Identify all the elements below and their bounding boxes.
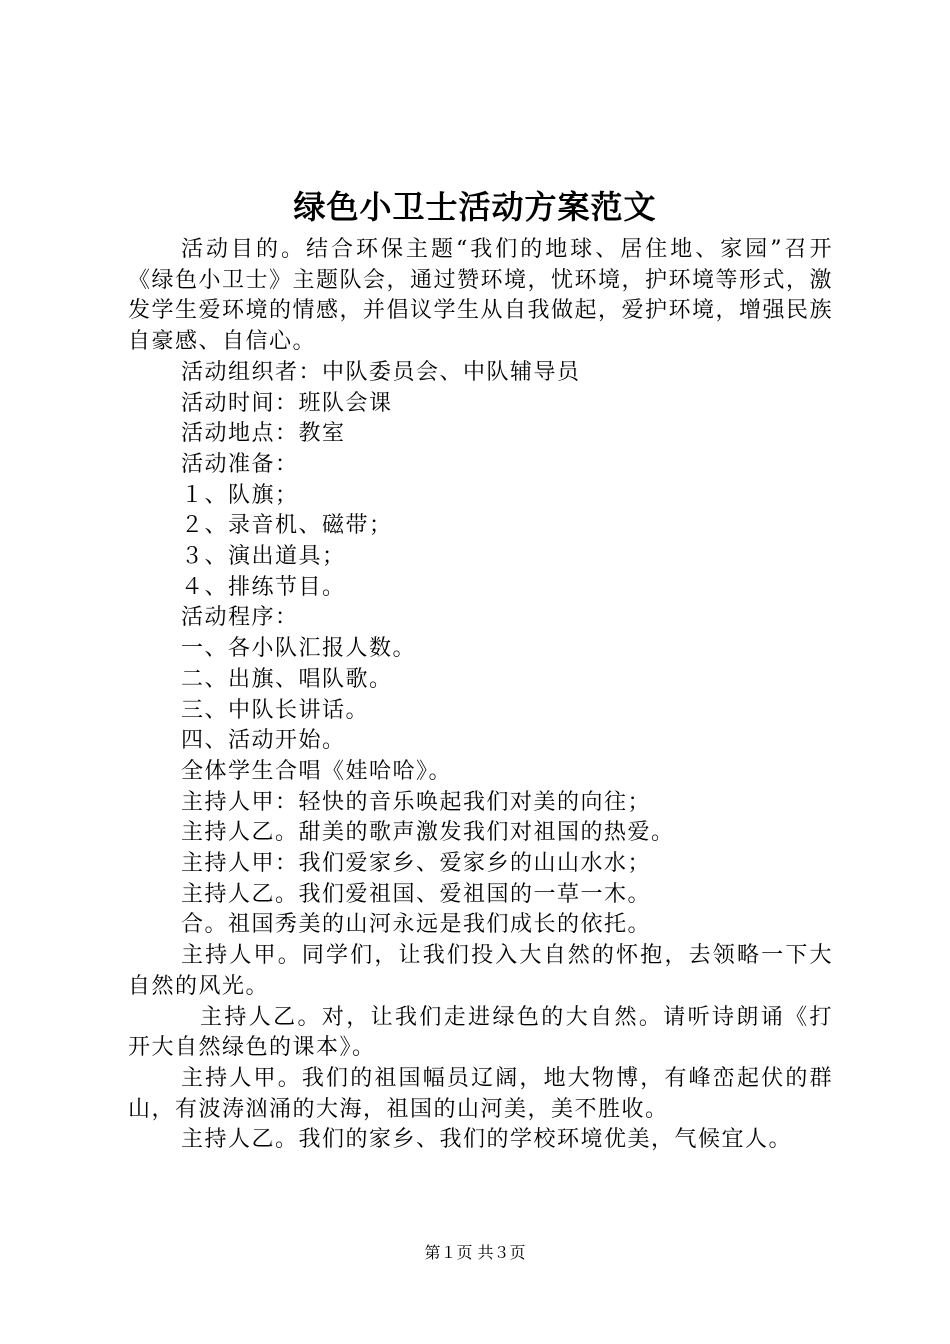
paragraph-host-a-2: 主持人甲：我们爱家乡、爱家乡的山山水水； — [181, 851, 652, 877]
list-item-step-3: 三、中队长讲话。 — [181, 697, 370, 723]
paragraph-purpose: 活动目的。结合环保主题“我们的地球、居住地、家园”召开《绿色小卫士》主题队会，通过赞环境，忧环境，护环境等形式，激发学生爱环境的情感，并倡议学生从自我做起，爱护环境，增强民族自豪感、自信心。 — [128, 237, 834, 355]
paragraph-host-b-3: 主持人乙。对，让我们走进绿色的大自然。请听诗朗诵《打开大自然绿色的课本》。 — [128, 1004, 833, 1061]
document-body — [128, 235, 833, 1156]
paragraph-host-b-1: 主持人乙。甜美的歌声激发我们对祖国的热爱。 — [181, 820, 675, 846]
list-item-step-1: 一、各小队汇报人数。 — [181, 636, 417, 662]
paragraph-host-a-3: 主持人甲。同学们，让我们投入大自然的怀抱，去领略一下大自然的风光。 — [128, 943, 833, 999]
paragraph-together: 合。祖国秀美的山河永远是我们成长的依托。 — [181, 912, 652, 938]
paragraph-location: 活动地点：教室 — [181, 421, 346, 447]
list-item-step-4: 四、活动开始。 — [181, 728, 346, 754]
paragraph-host-b-2: 主持人乙。我们爱祖国、爱祖国的一草一木。 — [181, 881, 652, 907]
document-title: 绿色小卫士活动方案范文 — [293, 188, 657, 226]
paragraph-preparation: 活动准备： — [181, 451, 299, 477]
paragraph-host-a-1: 主持人甲：轻快的音乐唤起我们对美的向往； — [181, 789, 652, 815]
paragraph-host-b-4: 主持人乙。我们的家乡、我们的学校环境优美，气候宜人。 — [181, 1127, 793, 1153]
paragraph-procedure: 活动程序： — [181, 605, 299, 631]
list-item-prep-2: ２、录音机、磁带； — [181, 513, 393, 539]
paragraph-time: 活动时间：班队会课 — [181, 390, 393, 416]
list-item-step-2: 二、出旗、唱队歌。 — [181, 666, 393, 692]
paragraph-host-a-4: 主持人甲。我们的祖国幅员辽阔，地大物博，有峰峦起伏的群山，有波涛汹涌的大海，祖国的山河美，美不胜收。 — [128, 1065, 833, 1122]
list-item-prep-3: ３、演出道具； — [181, 544, 346, 570]
paragraph-organizer: 活动组织者：中队委员会、中队辅导员 — [181, 359, 581, 385]
page-footer: 第１页 共３页 — [424, 1243, 526, 1262]
paragraph-chorus: 全体学生合唱《娃哈哈》。 — [181, 758, 453, 784]
list-item-prep-4: ４、排练节目。 — [181, 574, 346, 600]
list-item-prep-1: １、队旗； — [181, 482, 299, 508]
